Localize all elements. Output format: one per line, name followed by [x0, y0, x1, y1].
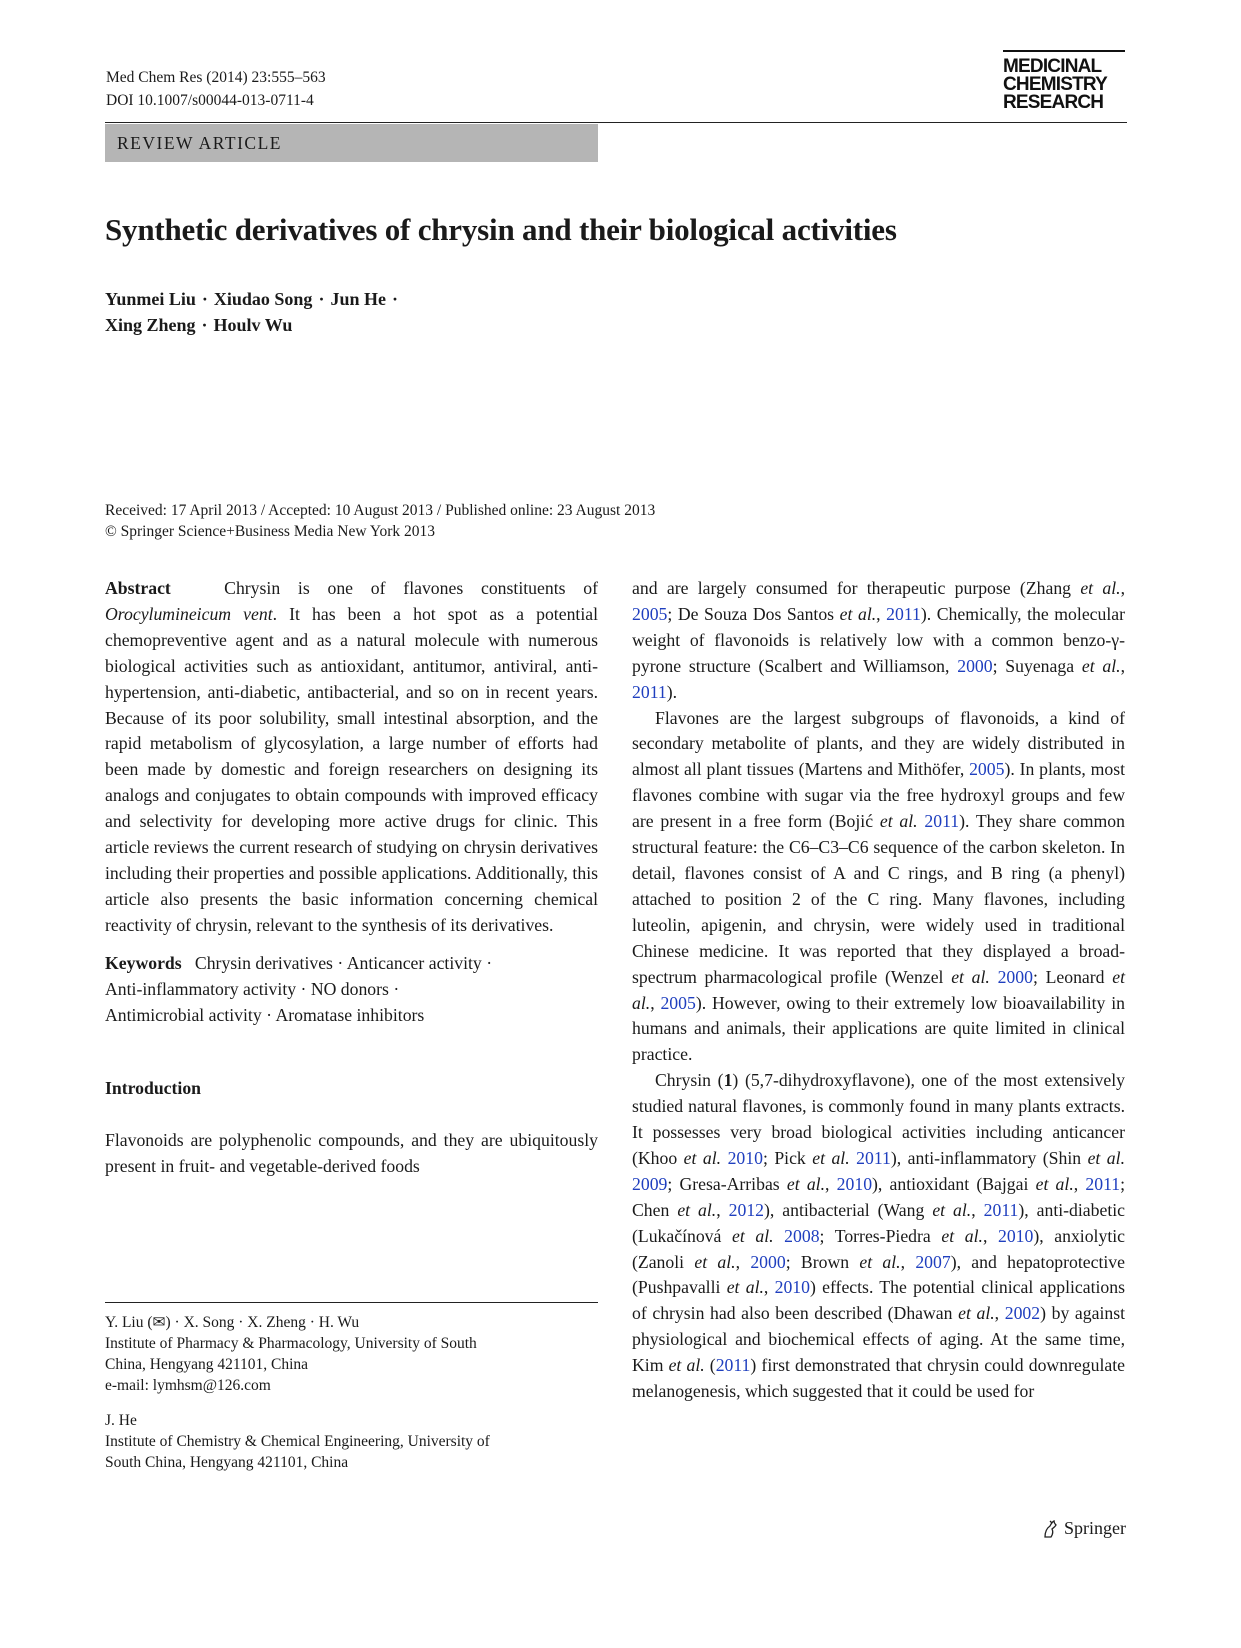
citation-link[interactable]: 2005 — [969, 759, 1005, 780]
keywords-label: Keywords — [105, 952, 182, 973]
history-dates: Received: 17 April 2013 / Accepted: 10 August 2013 / Published online: 23 August 2013 — [105, 502, 656, 519]
logo-line-2: CHEMISTRY — [1003, 74, 1107, 95]
text-run — [990, 967, 998, 987]
text-run: ) first demonstrated that chrysin could downregulate melanogenesis, which suggested that it could be used for — [632, 1355, 1125, 1402]
author-separator: · — [201, 289, 208, 309]
text-run: , — [763, 1277, 775, 1298]
logo-line-3: RESEARCH — [1003, 92, 1104, 113]
et-al: et al. — [951, 966, 990, 987]
text-run: , — [825, 1173, 837, 1194]
et-al: et al. — [1080, 578, 1121, 598]
text-run: ), antibacterial (Wang — [764, 1199, 933, 1220]
logo-line-1: MEDICINAL — [1003, 56, 1102, 77]
affiliation-authors: Y. Liu (✉) · X. Song · X. Zheng · H. Wu — [105, 1314, 360, 1331]
text-run: , — [1120, 578, 1125, 598]
et-al: et al. — [812, 1147, 850, 1168]
citation-link[interactable]: 2011 — [983, 1199, 1019, 1220]
et-al: et al. — [726, 1277, 764, 1298]
journal-logo — [1003, 50, 1125, 112]
text-run: , — [876, 603, 887, 624]
citation-link[interactable]: 2000 — [750, 1251, 786, 1272]
text-run: , — [994, 1303, 1005, 1324]
citation-link[interactable]: 2000 — [997, 966, 1033, 987]
affiliation-institute: Institute of Pharmacy & Pharmacology, University of South — [105, 1335, 477, 1352]
keyword-separator: · — [296, 978, 311, 999]
abstract-text: . It has been a hot spot as a potential chemopreventive agent and as a natural molecule with numerous biological activities such as antioxidant, antitumor, antiviral, anti-hypertension, anti-diabetic, antibacterial, and so on in recent years. Because of its poor solubility, small intestinal absorption, and the rapid metabolism of glycosylation, a large number of efforts had been made by domestic and foreign researchers on designing its analogs and conjugates to obtain compounds with improved efficacy and selectivity for developing more active drugs for clinic. This article reviews the current research of studying on chrysin derivatives including their properties and possible applications. Additionally, this article also presents the basic information concerning chemical reactivity of chrysin, relevant to the synthesis of its derivatives. — [105, 603, 599, 935]
section-heading-introduction: Introduction — [105, 1078, 201, 1099]
keyword: Aromatase inhibitors — [275, 1004, 425, 1025]
text-run: ) effects. The potential clinical applications of chrysin had also been described (Dhawan — [632, 1277, 1126, 1324]
text-run: ; Brown — [785, 1251, 860, 1272]
author-name[interactable]: Yunmei Liu — [105, 289, 196, 309]
et-al: et al. — [958, 1303, 995, 1324]
citation-link[interactable]: 2000 — [957, 655, 993, 676]
abstract-label: Abstract — [105, 578, 171, 598]
text-run: ), anxiolytic (Zanoli — [632, 1225, 1125, 1272]
text-run: ; Pick — [762, 1147, 813, 1168]
affiliation-institute: Institute of Chemistry & Chemical Engineering, University of — [105, 1433, 490, 1450]
text-run: ). However, owing to their extremely low bioavailability in humans and animals, their applications are quite limited in clinical practice. — [632, 992, 1125, 1065]
text-run: ), and hepatoprotective (Pushpavalli — [632, 1251, 1126, 1298]
author-name[interactable]: Xiudao Song — [213, 289, 313, 309]
text-run: , — [971, 1199, 984, 1220]
body-paragraph-3 — [632, 1068, 1125, 1405]
author-separator: · — [201, 315, 208, 335]
citation-link[interactable]: 2011 — [856, 1147, 891, 1168]
keyword: Chrysin derivatives — [194, 952, 333, 973]
citation-link[interactable]: 2005 — [632, 603, 668, 624]
citation-link[interactable]: 2002 — [1004, 1303, 1041, 1324]
text-run: ). In plants, most flavones combine with sugar via the free hydroxyl groups and few are present in a free form (Bojić — [632, 759, 1125, 832]
keywords — [105, 951, 598, 1029]
et-al: et al. — [1081, 655, 1121, 676]
doi[interactable]: DOI 10.1007/s00044-013-0711-4 — [106, 92, 314, 109]
citation-link[interactable]: 2010 — [997, 1225, 1034, 1246]
text-run: ; Torres-Piedra — [819, 1225, 942, 1246]
text-run: , — [1073, 1173, 1086, 1194]
keyword: Anti-inflammatory activity — [105, 978, 297, 999]
author-line-2 — [105, 312, 404, 338]
article-type-banner: REVIEW ARTICLE — [105, 124, 598, 162]
keyword: Anticancer activity — [346, 952, 482, 973]
et-al: et al. — [1035, 1173, 1074, 1194]
affiliation-email[interactable]: e-mail: lymhsm@126.com — [105, 1377, 271, 1394]
springer-horse-icon — [1040, 1519, 1060, 1539]
text-run: ; Suyenaga — [992, 655, 1082, 676]
et-al: et al. — [839, 603, 877, 624]
publisher-logo — [1040, 1518, 1126, 1539]
text-run: ; De Souza Dos Santos — [667, 603, 840, 624]
et-al: et al. — [677, 1199, 717, 1220]
citation-link[interactable]: 2011 — [632, 681, 667, 702]
journal-citation-block — [106, 66, 326, 112]
et-al: et al. — [941, 1225, 983, 1246]
keyword-separator: · — [388, 978, 400, 999]
text-run: and are largely consumed for therapeutic purpose (Zhang — [632, 578, 1081, 598]
keyword-separator: · — [481, 952, 493, 973]
et-al: et al. — [632, 966, 1125, 1013]
keyword: Antimicrobial activity — [105, 1004, 262, 1025]
text-run: ), antioxidant (Bajgai — [872, 1173, 1036, 1194]
author-name[interactable]: Jun He — [330, 289, 386, 309]
keyword: NO donors — [310, 978, 389, 999]
text-run: ; Chen — [632, 1173, 1126, 1220]
text-run: ( — [704, 1355, 716, 1376]
affiliation-authors: J. He — [105, 1412, 137, 1429]
text-run: ), anti-inflammatory (Shin — [890, 1147, 1088, 1168]
affiliation-1 — [105, 1312, 598, 1396]
header-rule — [105, 122, 1127, 123]
logo-rule — [1003, 50, 1125, 52]
affiliation-2 — [105, 1410, 598, 1473]
text-run: ) (5,7-dihydroxyflavone), one of the most extensively studied natural flavones, is commonly found in many plants extracts. It possesses very broad biological activities including anticancer (Khoo — [632, 1070, 1126, 1168]
text-run: , — [650, 992, 661, 1013]
citation-link[interactable]: 2011 — [924, 811, 960, 832]
et-al: et al. — [1087, 1147, 1125, 1168]
text-run: , — [982, 1225, 998, 1246]
et-al: et al. — [932, 1199, 972, 1220]
text-run: ; Leonard — [1032, 966, 1113, 987]
author-separator: · — [391, 289, 398, 309]
paper-title: Synthetic derivatives of chrysin and their biological activities — [105, 212, 897, 247]
text-run — [774, 1226, 785, 1246]
affiliation-address: China, Hengyang 421101, China — [105, 1356, 309, 1373]
author-name[interactable]: Xing Zheng — [105, 315, 196, 335]
affiliation-rule — [105, 1302, 598, 1303]
et-al: et al. — [879, 811, 918, 832]
copyright: © Springer Science+Business Media New York 2013 — [105, 523, 436, 540]
author-line-1 — [105, 286, 404, 312]
text-run: ). — [666, 681, 678, 702]
text-run: ), anti-diabetic (Lukačínová — [632, 1199, 1126, 1246]
species-name: Orocylumineicum vent — [105, 603, 273, 624]
text-run: , — [900, 1251, 916, 1272]
affiliation-address: South China, Hengyang 421101, China — [105, 1454, 349, 1471]
introduction-paragraph: Flavonoids are polyphenolic compounds, and they are ubiquitously present in fruit- and vegetable-derived foods — [105, 1130, 598, 1177]
right-column — [632, 576, 1125, 1405]
journal-citation: Med Chem Res (2014) 23:555–563 — [106, 69, 326, 86]
et-al: et al. — [683, 1147, 722, 1168]
left-column — [105, 576, 598, 1180]
et-al: et al. — [668, 1355, 705, 1376]
citation-link[interactable]: 2011 — [886, 603, 921, 624]
text-run: ). They share common structural feature: the C6–C3–C6 sequence of the carbon skeleton. In detail, flavones consist of A and C rings, and B ring (a phenyl) attached to position 2 of the C ring. Many flavones, including luteolin, apigenin, and chrysin, were widely used in traditional Chinese medicine. It was reported that they displayed a broad-spectrum pharmacological profile (Wenzel — [632, 811, 1125, 987]
text-run: Chrysin ( — [655, 1070, 724, 1091]
abstract-text: Chrysin is one of flavones constituents of — [224, 578, 598, 598]
author-name[interactable]: Houlv Wu — [213, 315, 293, 335]
et-al: et al. — [694, 1251, 736, 1272]
publication-history — [105, 500, 655, 542]
et-al: et al. — [732, 1225, 774, 1246]
et-al: et al. — [859, 1251, 901, 1272]
citation-link[interactable]: 2010 — [836, 1173, 873, 1194]
et-al: et al. — [786, 1173, 826, 1194]
text-run: , — [1120, 655, 1125, 676]
citation-link[interactable]: 2009 — [632, 1173, 668, 1194]
abstract — [105, 576, 598, 939]
keyword-separator: · — [261, 1004, 276, 1025]
body-paragraph-1 — [632, 576, 1125, 706]
text-run: ; Gresa-Arribas — [667, 1173, 787, 1194]
citation-link[interactable]: 2012 — [728, 1199, 764, 1220]
body-paragraph-2 — [632, 706, 1125, 1069]
text-run: , — [716, 1199, 729, 1220]
citation-link[interactable]: 2010 — [774, 1277, 810, 1298]
text-run: ). Chemically, the molecular weight of flavonoids is relatively low with a common benzo-γ-pyrone structure (Scalbert and Williamson, — [632, 603, 1126, 676]
publisher-name: Springer — [1064, 1518, 1126, 1538]
citation-link[interactable]: 2010 — [727, 1147, 763, 1168]
author-list — [105, 286, 404, 338]
citation-link[interactable]: 2011 — [1085, 1173, 1121, 1194]
citation-link[interactable]: 2005 — [660, 992, 696, 1013]
citation-link[interactable]: 2007 — [915, 1251, 951, 1272]
keyword-separator: · — [332, 952, 347, 973]
citation-link[interactable]: 2008 — [784, 1225, 820, 1246]
compound-number: 1 — [723, 1070, 733, 1091]
text-run: , — [735, 1251, 751, 1272]
author-separator: · — [318, 289, 325, 309]
text-run: Flavones are the largest subgroups of flavonoids, a kind of secondary metabolite of plants, and they are widely distributed in almost all plant tissues (Martens and Mithöfer, — [632, 707, 1125, 780]
text-run: ) by against physiological and biochemical effects of aging. At the same time, Kim — [632, 1303, 1125, 1376]
citation-link[interactable]: 2011 — [715, 1355, 751, 1376]
